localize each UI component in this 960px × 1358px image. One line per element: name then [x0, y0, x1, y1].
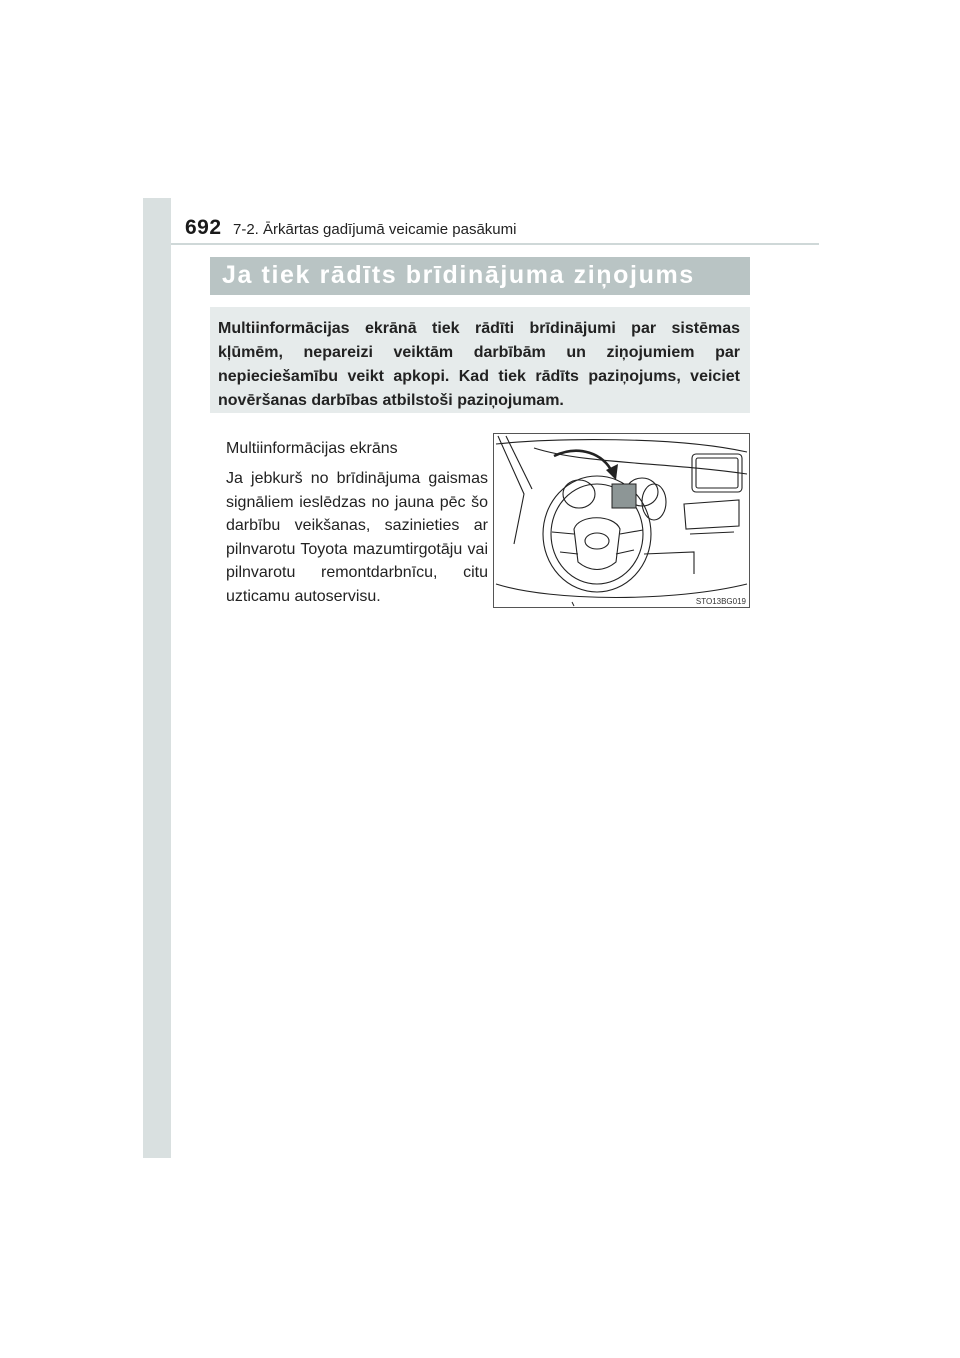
steering-wheel-diagram — [494, 434, 749, 607]
item-label: Multiinformācijas ekrāns — [226, 440, 398, 457]
body-paragraph: Ja jebkurš no brīdinājuma gaismas signāliem ieslēdzas no jauna pēc šo darbību veikšanas, sazinieties ar pilnvarotu Toyota mazumtirgotāju vai pilnvarotu remontdarbnīcu, citu uzticamu autoservisu. — [226, 470, 488, 605]
dashboard-illustration — [493, 433, 750, 608]
section-title-bar — [210, 257, 750, 295]
intro-text: Multiinformācijas ekrānā tiek rādīti brīdinājumi par sistēmas kļūmēm, nepareizi veiktām darbībām un ziņojumiem par nepieciešamību veikt apkopi. Kad tiek rādīts paziņojums, veiciet novēršanas darbības atbilstoši paziņojumam. — [218, 320, 740, 409]
chapter-title: 7-2. Ārkārtas gadījumā veicamie pasākumi — [233, 221, 517, 238]
intro-box — [210, 307, 750, 413]
page-number: 692 — [185, 216, 222, 239]
section-title: Ja tiek rādīts brīdinājuma ziņojums — [222, 261, 695, 289]
side-band — [143, 198, 171, 1158]
figure-code: STO13BG019 — [695, 597, 746, 606]
header-rule — [171, 243, 819, 245]
